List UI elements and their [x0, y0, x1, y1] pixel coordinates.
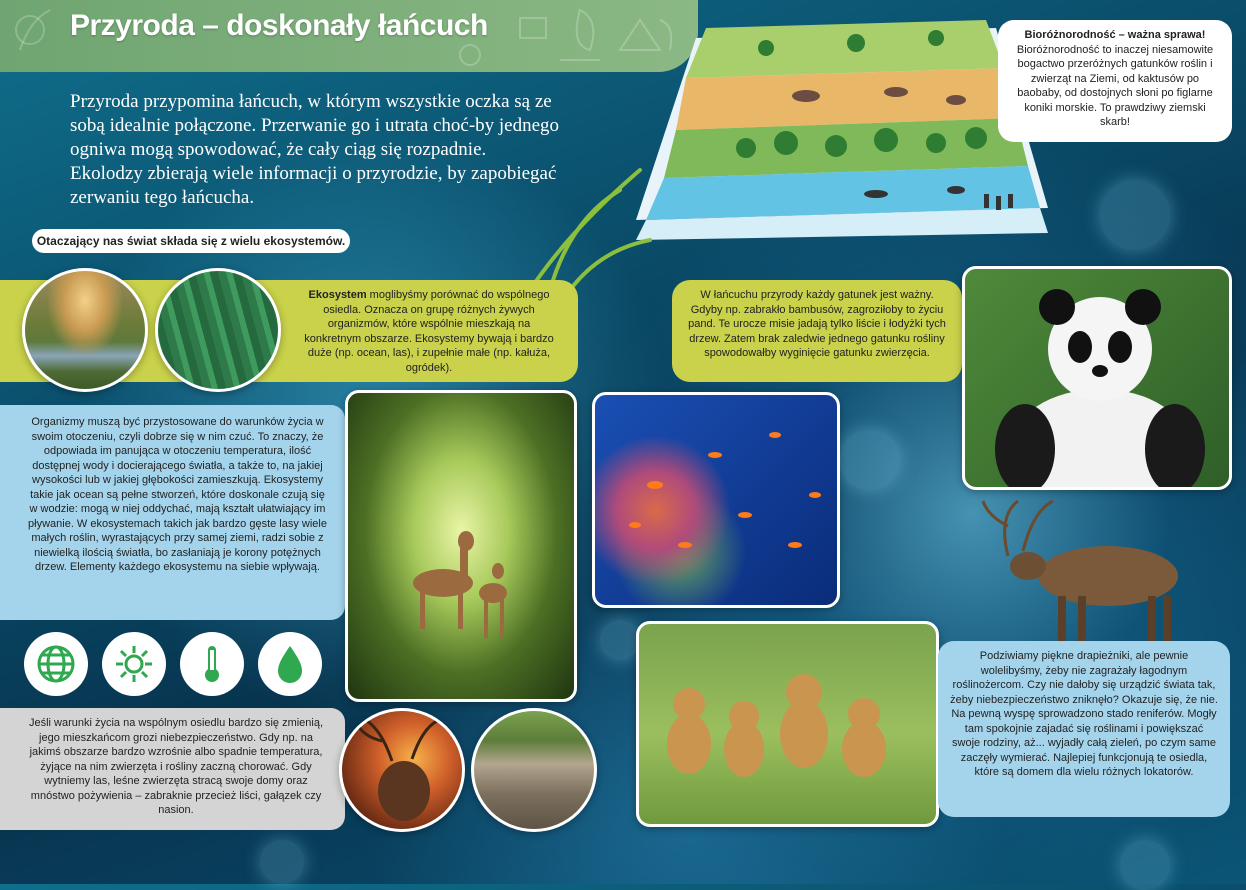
puddle-photo — [22, 268, 148, 392]
stag-fire-photo — [339, 708, 465, 832]
bokeh-light — [1100, 180, 1170, 250]
bokeh-light — [1120, 840, 1170, 890]
biomes-illustration — [636, 8, 1054, 240]
conditions-box: Jeśli warunki życia na wspólnym osiedlu bardzo się zmienią, jego mieszkańcom grozi niebezpieczeństwo. Gdy np. na jakimś obszarze bardzo wzrośnie albo spadnie temperatura, żyjące na nim zwierzęta i rośliny zaczną chorować. Gdy wytniemy las, leśne zwierzęta stracą swoje domy oraz mnóstwo pożywienia – zabraknie przecież liści, gałązek czy nasion. — [0, 708, 345, 830]
water-drop-icon — [258, 632, 322, 696]
predators-box: Podziwiamy piękne drapieżniki, ale pewnie wolelibyśmy, żeby nie zagrażały łagodnym roślinożercom. Czy nie dałoby się urządzić świata tak, żeby niebezpieczeństwo zniknęło? Okazuje się, że nie. Na pewną wyspę sprowadzono stado reniferów. Mogły tam spokojnie zajadać się roślinami i powiększać swoje rodziny, aż... wyjadły całą zieleń, po czym same zaczęły wymierać. Najlepiej funkcjonują te osiedla, które są domem dla wielu różnych lokatorów. — [938, 641, 1230, 817]
deer-forest-photo — [345, 390, 577, 702]
panda-photo — [962, 266, 1232, 490]
sun-icon — [102, 632, 166, 696]
lion-cubs-photo — [636, 621, 939, 827]
bokeh-light — [600, 620, 640, 660]
ecosystem-term: Ekosystem — [308, 289, 367, 301]
biodiversity-heading: Bioróżnorodność – ważna sprawa! — [1024, 29, 1206, 41]
ecosystem-text: moglibyśmy porównać do wspólnego osiedla. Oznacza on grupę różnych żywych organizmów, które wspólnie mieszkają na konkretnym obszarze. Ekosystemy bywają i bardzo duże (np. ocean, las), i zupełnie małe (np. kałuża, ogródek). — [304, 289, 554, 374]
globe-icon — [24, 632, 88, 696]
bokeh-light — [840, 430, 900, 490]
thermometer-icon — [180, 632, 244, 696]
forest-photo — [155, 268, 281, 392]
deforestation-photo — [471, 708, 597, 832]
coral-reef-photo — [592, 392, 840, 608]
page-title: Przyroda – doskonały łańcuch — [70, 9, 488, 42]
intro-paragraph: Przyroda przypomina łańcuch, w którym wszystkie oczka są ze sobą idealnie połączone. Przerwanie go i utrata choć-by jednego ogniwa mogą spowodować, że cały ciąg się rozpadnie. Ekolodzy zbierają wiele informacji o przyrodzie, by zapobiegać zerwaniu tego łańcucha. — [70, 91, 560, 208]
bokeh-light — [260, 840, 304, 884]
organisms-box: Organizmy muszą być przystosowane do warunków życia w swoim otoczeniu, czyli dobrze się w nim czuć. To znaczy, że odpowiada im panująca w otoczeniu temperatura, ilość dostępnej wody i docierającego światła, a także to, na jakiej wysokości lub w jakiej głębokości zamieszkują. Ekosystemy takie jak ocean są pełne stworzeń, które doskonale czują się w wodzie: mogą w niej oddychać, mają kształt ułatwiający im pływanie. W ekosystemach takich jak bardzo gęste lasy wiele małych roślin, wyrastających przy samej ziemi, radzi sobie z niewielką ilością światła, bo zasłaniają je korony potężnych drzew. Elementy każdego ekosystemu na siebie wpływają. — [0, 405, 345, 620]
ecosystems-pill: Otaczający nas świat składa się z wielu ekosystemów. — [32, 229, 350, 253]
biodiversity-text: Bioróżnorodność to inaczej niesamowite bogactwo przeróżnych gatunków roślin i zwierząt na Ziemi, od kaktusów po baobaby, od dostojnych słoni po figlarne koniki morskie. To prawdziwy ziemski skarb! — [1016, 43, 1214, 128]
reindeer-photo — [968, 496, 1208, 646]
grass-decoration — [510, 160, 660, 300]
food-chain-box: W łańcuchu przyrody każdy gatunek jest ważny. Gdyby np. zabrakło bambusów, zagroziłoby to życiu pand. Te urocze misie jadają tylko liście i łodyżki tych drzew. Zatem brak zaledwie jednego gatunku rośliny spowodowałby wyginięcie gatunku zwierzęcia. — [672, 280, 962, 382]
biodiversity-box — [998, 20, 1232, 142]
